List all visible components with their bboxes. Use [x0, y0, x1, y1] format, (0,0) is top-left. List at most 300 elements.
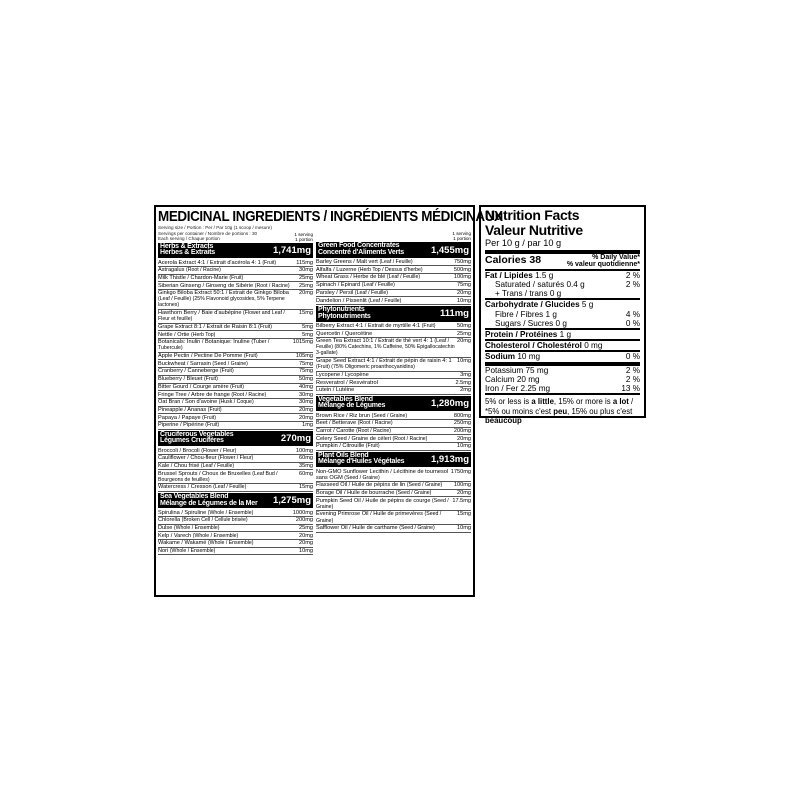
ingredient-row: [316, 490, 471, 498]
ingredient-name: Watercress / Cresson: [158, 484, 212, 491]
section-name: Phytonutrients: [318, 305, 365, 313]
ingredient-name: Brown Rice / Riz brun: [316, 412, 371, 419]
ingredient-amount: 100mg: [453, 482, 471, 489]
ingredient-row: [316, 387, 471, 395]
ingredient-part: (Herb Top): [190, 331, 216, 338]
ingredient-name: Flaxseed Oil / Huile de pépins de lin: [316, 482, 406, 489]
ingredient-name: Evening Primrose Oil / Huile de primevères: [316, 511, 423, 518]
ingredient-name: Wheat Grass / Herbe de blé: [316, 274, 386, 281]
ingredient-row: [158, 532, 313, 540]
calcium-label: Calcium 20 mg: [485, 374, 540, 384]
ingredient-part: (Root / Racine): [231, 391, 267, 398]
sodium-label: Sodium: [485, 352, 516, 362]
ingredient-name: Celery Seed / Graine de céleri: [316, 435, 391, 442]
ingredient-part: (Broken Cell / Cellule brisée): [181, 517, 248, 524]
section-header: [316, 452, 471, 468]
ingredient-amount: 20mg: [299, 406, 313, 413]
ingredient-row: [316, 259, 471, 267]
ingredient-row: [158, 447, 313, 455]
ingredient-part: (Fruit): [365, 443, 380, 450]
serving-header-left: [158, 231, 313, 241]
ingredient-part: (Fruit): [262, 259, 277, 266]
ingredient-part: (Root / Racine): [356, 427, 392, 434]
ingredient-part: (Seed / Graine): [371, 412, 408, 419]
section-name-fr: Mélange de Légumes de la Mer: [160, 499, 258, 507]
section-header: [158, 243, 313, 259]
ingredient-part: (Seed / Graine): [344, 474, 380, 481]
ingredient-name: Apple Pectin / Pectine De Pomme: [158, 353, 243, 360]
ingredient-row: [316, 379, 471, 387]
ingredient-row: [158, 384, 313, 392]
ingredient-name: Acerola Extract 4:1 / Extrait d'acérola 4: 1: [158, 259, 261, 266]
ingredient-amount: 2.5mg: [455, 379, 471, 386]
ingredient-part: (Seed / Graine): [395, 490, 432, 496]
ingredient-row: [158, 339, 313, 353]
ingredient-name: Piperine / Pipérine: [158, 422, 204, 429]
saturated-row: [485, 280, 640, 289]
ingredient-name: Safflower Oil / Huile de carthame: [316, 525, 398, 532]
ingredient-name: Quercetin / Quercétine: [316, 330, 373, 337]
ingredient-name: Barley Greens / Malt vert: [316, 259, 378, 266]
carb-value: 5 g: [581, 300, 594, 310]
potassium-row: [485, 366, 640, 375]
ingredient-amount: 25mg: [457, 330, 471, 337]
medicinal-title: MEDICINAL INGREDIENTS / INGRÉDIENTS MÉDICINAUX: [158, 209, 503, 225]
ingredient-amount: 20mg: [457, 435, 471, 442]
ingredient-name: Resveratrol / Resvératrol: [316, 379, 378, 386]
ingredient-part: (Whole / Ensemble): [192, 532, 239, 539]
ingredient-name: Kale / Chou frisé: [158, 462, 200, 469]
ingredient-amount: 20mg: [299, 540, 313, 547]
ingredient-row: [316, 497, 471, 511]
calcium-dv: 2 %: [625, 374, 640, 384]
ingredient-row: [316, 511, 471, 525]
sugars-row: [485, 319, 640, 328]
ingredient-amount: 15mg: [457, 511, 471, 518]
trans-row: [485, 289, 640, 298]
portion-label: 1 portion: [453, 236, 471, 242]
ingredient-name: Pumpkin Seed Oil / Huile de pépins de courge: [316, 497, 431, 504]
ingredient-name: Kelp / Varech: [158, 532, 192, 539]
sugars-label: Sugars / Sucres 0 g: [495, 318, 567, 328]
ingredient-part: (Whole / Ensemble): [207, 540, 254, 547]
fibre-row: [485, 310, 640, 319]
section-name-fr: Herbes & Extraits: [160, 249, 215, 257]
calcium-row: [485, 375, 640, 384]
ingredient-name: Alfalfa / Luzerne: [316, 266, 357, 273]
cholesterol-row: [485, 341, 640, 352]
section-amount: 111mg: [439, 308, 469, 320]
ingredient-row: [158, 548, 313, 556]
ingredient-row: [158, 455, 313, 463]
ingredient-row: [316, 330, 471, 338]
ingredient-row: [158, 422, 313, 430]
section-amount: 1,455mg: [430, 244, 469, 256]
ingredient-row: [316, 443, 471, 451]
ingredient-name: Fringe Tree / Arbre de frange: [158, 391, 230, 398]
ingredient-amount: 25mg: [299, 282, 313, 289]
ingredient-name: Milk Thistle / Chardon-Marie: [158, 274, 228, 281]
ingredient-part: (Flower and Leaf / Fleur et feuille): [158, 310, 285, 323]
ingredient-part: (Seed / Graine): [316, 511, 442, 524]
ingredient-row: [316, 468, 471, 482]
ingredient-amount: 100mg: [295, 447, 313, 454]
servings-per-container: Servings per container / Nombre de portions : 30: [158, 231, 258, 237]
ingredient-row: [158, 259, 313, 267]
ingredient-row: [316, 412, 471, 420]
ingredient-row: [316, 525, 471, 533]
ingredient-amount: 250mg: [453, 420, 471, 427]
saturated-dv: 2 %: [625, 280, 640, 290]
ingredient-part: (Seed / Graine): [316, 497, 449, 510]
protein-label: Protein / Protéines: [485, 330, 558, 340]
ingredient-amount: 60mg: [299, 470, 313, 477]
ingredient-row: [158, 324, 313, 332]
section-name: Green Food Concentrates: [318, 242, 400, 250]
ingredient-name: Lutein / Lutéine: [316, 387, 355, 394]
ingredient-name: Chlorella: [158, 517, 181, 524]
ingredient-part: (Tuber / Tubercule): [158, 339, 270, 352]
ingredient-part: (Fruit): [258, 323, 272, 330]
ingredient-amount: 15mg: [299, 310, 313, 317]
serving-label: 1 serving: [452, 231, 471, 237]
fat-row: [485, 271, 640, 280]
ingredient-amount: 800mg: [453, 412, 471, 419]
ingredient-amount: 20mg: [457, 490, 471, 496]
ingredient-name: Brussel Sprouts / Choux de Bruxelles: [158, 470, 251, 477]
ingredient-row: [158, 407, 313, 415]
protein-value: 1 g: [559, 330, 572, 340]
iron-row: [485, 384, 640, 395]
ingredient-part: (Whole / Ensemble): [173, 525, 220, 532]
ingredient-amount: 200mg: [295, 517, 313, 524]
per-serving: Per 10 g / par 10 g: [485, 238, 640, 254]
fat-group: [485, 271, 640, 301]
dv-footnote: 5% or less is a little, 15% or more is a lot / *5% ou moins c'est peu, 15% ou plus c'est beaucoup: [485, 397, 634, 426]
ingredient-part: (Fruit): [421, 322, 436, 329]
ingredient-part: (Root / Racine): [357, 420, 393, 427]
ingredient-part: (Flower / Fleur): [218, 455, 254, 462]
ingredient-row: [158, 540, 313, 548]
ingredient-amount: 10mg: [299, 548, 313, 555]
ingredient-amount: 3mg: [460, 371, 471, 378]
section-name: Sea Vegetables Blend: [160, 492, 229, 500]
daily-value-header-fr: % valeur quotidienne*: [566, 261, 640, 269]
ingredient-amount: 100mg: [453, 274, 471, 281]
ingredient-amount: 25mg: [299, 525, 313, 532]
ingredient-row: [158, 353, 313, 361]
ingredient-amount: 30mg: [299, 391, 313, 398]
nutrition-facts-panel: [479, 205, 646, 426]
ingredient-part: (Whole / Ensemble): [207, 509, 254, 516]
ingredient-amount: 25mg: [299, 274, 313, 281]
ingredient-part: (Fruit): [229, 274, 244, 281]
ingredient-name: Papaya / Papaye: [158, 414, 201, 421]
ingredient-amount: 75mg: [457, 282, 471, 289]
ingredient-row: [316, 482, 471, 490]
ingredient-amount: 1000mg: [292, 509, 313, 516]
ingredient-row: [316, 428, 471, 436]
ingredient-row: [158, 470, 313, 484]
ingredient-name: Pineapple / Ananas: [158, 406, 207, 413]
section-header: [316, 396, 471, 412]
section-header: [316, 242, 471, 258]
section-name-fr: Légumes Crucifères: [160, 437, 224, 445]
ingredient-name: Bitter Gourd / Courge amère: [158, 383, 229, 390]
ingredient-row: [158, 290, 313, 310]
potassium-label: Potassium 75 mg: [485, 365, 549, 375]
ingredient-amount: 35mg: [299, 462, 313, 469]
ingredient-row: [316, 323, 471, 331]
left-column: [158, 231, 313, 555]
ingredient-name: Astragalus: [158, 267, 185, 274]
ingredient-part: (Fruit): [202, 414, 217, 421]
sodium-dv: 0 %: [625, 352, 640, 362]
ingredient-name: Non-GMO Sunflower Lecithin / Lécithine de tournesol sans OGM: [316, 468, 449, 481]
ingredient-name: Bilberry Extract 4:1 / Extrait de myrtille 4:1: [316, 322, 421, 329]
ingredient-row: [158, 267, 313, 275]
ingredient-amount: 40mg: [299, 383, 313, 390]
potassium-dv: 2 %: [625, 365, 640, 375]
ingredient-amount: 75mg: [299, 368, 313, 375]
fat-value: 1.5 g: [535, 270, 554, 280]
ingredient-name: Botanicals: Inulin / Botanique: Inuline: [158, 339, 250, 346]
ingredient-part: (Root / Racine): [392, 435, 428, 442]
ingredient-name: Ginkgo Biloba Extract 50:1 / Extrait de Ginkgo Biloba: [158, 290, 289, 297]
ingredient-name: Nettle / Ortie: [158, 331, 190, 338]
fibre-dv: 4 %: [625, 309, 640, 319]
ingredient-row: [316, 282, 471, 290]
ingredient-name: Siberian Ginseng / Ginseng de Sibérie: [158, 282, 254, 289]
ingredient-row: [158, 360, 313, 368]
ingredient-part: (Fruit): [204, 376, 218, 383]
iron-dv: 13 %: [621, 384, 640, 394]
calories: Calories 38: [485, 254, 542, 266]
ingredient-amount: 20mg: [299, 290, 313, 297]
ingredient-row: [316, 338, 471, 358]
ingredient-amount: 20mg: [457, 289, 471, 296]
iron-label: Iron / Fer 2.25 mg: [485, 384, 551, 394]
ingredient-amount: 20mg: [457, 338, 471, 345]
serving-header-right: [316, 231, 471, 241]
ingredient-amount: 2mg: [460, 387, 471, 394]
trans-label: + Trans / trans 0 g: [495, 289, 562, 299]
ingredient-part: (Flower / Fleur): [201, 447, 237, 454]
ingredient-amount: 17.5mg: [452, 497, 471, 504]
portion-label: 1 portion: [295, 236, 313, 242]
ingredient-part: (Fruit): [205, 422, 220, 429]
right-column: [316, 231, 471, 555]
carb-group: [485, 300, 640, 330]
ingredient-row: [158, 282, 313, 290]
ingredient-amount: 10mg: [457, 297, 471, 304]
carb-label: Carbohydrate / Glucides: [485, 300, 580, 310]
ingredient-amount: 5mg: [302, 331, 313, 338]
ingredient-amount: 200mg: [453, 427, 471, 434]
ingredient-name: Grape Extract 8:1 / Extrait de Raisin 8:1: [158, 323, 257, 330]
ingredient-amount: 20mg: [299, 414, 313, 421]
ingredient-part: (Leaf / Feuille): [361, 282, 395, 289]
ingredient-amount: 1mg: [302, 422, 313, 429]
section-amount: 1,275mg: [272, 495, 311, 507]
ingredient-row: [158, 391, 313, 399]
ingredient-part: (Fruit): [219, 368, 234, 375]
sodium-row: [485, 352, 640, 365]
ingredient-amount: 500mg: [453, 266, 471, 273]
ingredient-part: (Leaf / Feuille) (80% Catechins, 1% Caffeine, 50% Epigallocatechin 3-gallate): [316, 338, 455, 357]
ingredient-row: [158, 517, 313, 525]
ingredient-row: [316, 290, 471, 298]
section-name: Plant Oils Blend: [318, 451, 369, 459]
ingredient-name: Parsley / Persil: [316, 289, 354, 296]
ingredient-amount: 50mg: [299, 376, 313, 383]
serving-label: 1 serving: [294, 231, 313, 237]
ingredient-row: [316, 372, 471, 380]
ingredient-row: [158, 376, 313, 384]
ingredient-amount: 60mg: [299, 455, 313, 462]
cholesterol-value: 0 mg: [584, 341, 603, 351]
ingredient-name: Nori: [158, 548, 169, 555]
ingredient-part: (Leaf / Feuille): [354, 289, 389, 296]
ingredient-part: (Fruit) (75% Oligomeric proanthocyanidins): [316, 364, 415, 371]
carb-row: [485, 300, 640, 309]
saturated-label: Saturated / saturés 0.4 g: [495, 280, 585, 290]
section-name: Cruciferous Vegetables: [160, 430, 234, 438]
section-amount: 1,741mg: [272, 244, 311, 256]
ingredient-row: [316, 297, 471, 305]
section-name-fr: Mélange de Légumes: [318, 402, 386, 410]
ingredient-name: Carrot / Carotte: [316, 427, 355, 434]
ingredient-part: (Fruit): [230, 383, 244, 390]
sodium-value: 10 mg: [517, 352, 541, 362]
ingredient-row: [158, 310, 313, 324]
ingredient-part: (Leaf / Feuille): [386, 274, 421, 281]
section-name: Vegetables Blend: [318, 395, 373, 403]
section-name-fr: Phytonutriments: [318, 312, 371, 320]
ingredient-amount: 10mg: [457, 358, 471, 365]
ingredient-row: [158, 399, 313, 407]
ingredient-name: Cauliflower / Chou-fleur: [158, 455, 217, 462]
ingredient-name: Spinach / Épinard: [316, 282, 361, 289]
daily-value-header: % Daily Value*: [592, 254, 640, 261]
ingredient-part: (Root / Racine): [254, 282, 290, 289]
ingredient-part: (Seed / Graine): [212, 360, 248, 367]
each-serving: Each serving / Chaque portion: [158, 236, 220, 242]
ingredient-row: [316, 435, 471, 443]
ingredient-amount: 50mg: [457, 322, 471, 329]
ingredient-row: [316, 358, 471, 372]
ingredient-name: Buckwheat / Sarrasin: [158, 360, 211, 367]
section-header: [158, 431, 313, 447]
ingredient-row: [158, 484, 313, 492]
ingredient-name: Broccoli / Brocoli: [158, 447, 200, 454]
ingredient-name: Cranberry / Canneberge: [158, 368, 219, 375]
ingredient-amount: 75mg: [299, 360, 313, 367]
ingredient-amount: 30mg: [299, 267, 313, 274]
ingredient-part: (Husk / Coque): [218, 399, 254, 406]
ingredient-part: (Leaf / Feuille) (25% Flavonoid glycosides, 5% Terpene lactones): [158, 296, 285, 309]
ingredient-amount: 10mg: [457, 443, 471, 450]
ingredient-row: [158, 275, 313, 283]
ingredient-part: (Whole / Ensemble): [169, 548, 216, 555]
ingredient-part: (Leaf / Feuille): [379, 259, 413, 266]
ingredient-row: [158, 509, 313, 517]
ingredient-part: (Fruit): [243, 353, 258, 360]
ingredient-name: Blueberry / Bleuet: [158, 376, 203, 383]
ingredient-part: (Root / Racine): [186, 267, 221, 274]
ingredient-amount: 30mg: [299, 399, 313, 406]
ingredient-amount: 115mg: [296, 259, 313, 266]
ingredient-amount: 5mg: [302, 323, 313, 330]
section-name-fr: Mélange d'Huiles Végétales: [318, 458, 405, 466]
sugars-dv: 0 %: [625, 318, 640, 328]
ingredient-amount: 15mg: [299, 484, 313, 491]
ingredient-amount: 20mg: [299, 532, 313, 539]
ingredient-name: Dandelion / Pissenlit: [316, 297, 367, 304]
ingredient-name: Wakame / Wakamé: [158, 540, 207, 547]
ingredient-row: [158, 525, 313, 533]
ingredient-name: Green Tea Extract 10:1 / Extrait de thé vert 4: 1: [316, 338, 433, 345]
ingredient-name: Hawthorn Berry / Baie d'aubépine: [158, 310, 242, 317]
nutrition-title: Nutrition Facts: [485, 207, 580, 223]
ingredient-part: (Leaf / Feuille): [213, 484, 247, 491]
ingredient-name: Pumpkin / Citrouille: [316, 443, 365, 450]
ingredient-name: Lycopene / Lycopène: [316, 371, 369, 378]
ingredient-row: [158, 368, 313, 376]
section-amount: 1,280mg: [430, 397, 469, 409]
ingredient-name: Grape Seed Extract 4:1 / Extrait de pépin de raisin 4: 1: [316, 358, 452, 365]
ingredient-name: Beet / Betterave: [316, 420, 357, 427]
protein-row: [485, 330, 640, 341]
ingredient-part: (Seed / Graine): [399, 525, 435, 532]
section-header: [316, 306, 471, 322]
ingredient-part: (Seed / Graine): [406, 482, 443, 489]
fat-dv: 2 %: [625, 270, 640, 280]
ingredient-row: [316, 274, 471, 282]
fat-label: Fat / Lipides: [485, 270, 533, 280]
section-name: Herbs & Extracts: [160, 242, 214, 250]
cholesterol-label: Cholesterol / Cholestérol: [485, 341, 582, 351]
ingredient-row: [316, 420, 471, 428]
ingredient-part: (Herb Top / Dessus d'herbe): [358, 266, 423, 273]
section-amount: 270mg: [280, 432, 311, 444]
ingredient-amount: 1750mg: [450, 468, 471, 475]
ingredient-part: (Leaf / Feuille): [200, 462, 235, 469]
ingredient-amount: 105mg: [295, 353, 313, 360]
ingredient-name: Dulse: [158, 525, 173, 532]
ingredient-row: [316, 266, 471, 274]
fibre-label: Fibre / Fibres 1 g: [495, 309, 557, 319]
ingredient-row: [158, 414, 313, 422]
nutrition-title-fr: Valeur Nutritive: [485, 222, 583, 238]
ingredient-part: (Leaf Bud / Bourgeons de feuilles): [158, 470, 278, 483]
ingredient-row: [158, 463, 313, 471]
ingredient-amount: 750mg: [453, 259, 471, 266]
ingredient-part: (Fruit): [207, 406, 222, 413]
serving-size: Serving size / Portion : Per / Par 10g (1 scoop / mesure): [158, 225, 272, 230]
section-amount: 1,913mg: [430, 453, 469, 465]
ingredient-row: [158, 331, 313, 339]
ingredient-name: Oat Bran / Son d'avoine: [158, 399, 218, 406]
ingredient-part: (Leaf / Feuille): [368, 297, 402, 304]
ingredient-name: Borage Oil / Huile de bourrache: [316, 490, 395, 496]
section-header: [158, 493, 313, 509]
ingredient-amount: 10mg: [457, 525, 471, 532]
ingredient-amount: 1015mg: [292, 339, 313, 346]
ingredient-name: Spirulina / Spiruline: [158, 509, 207, 516]
calories-row: [485, 254, 640, 271]
section-name-fr: Concentré d'Aliments Verts: [318, 249, 404, 256]
